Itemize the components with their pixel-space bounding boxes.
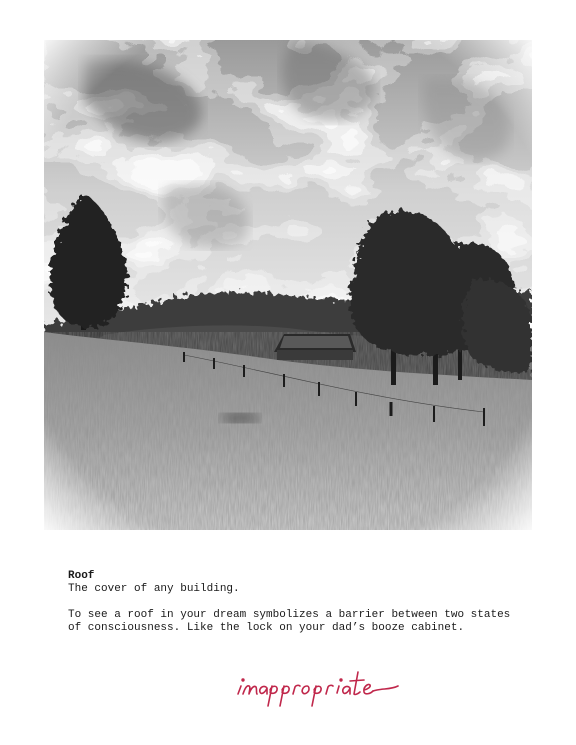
entry-definition: The cover of any building. — [68, 583, 240, 595]
entry-term: Roof — [68, 570, 95, 582]
entry-body: To see a roof in your dream symbolizes a barrier between two states of consciousness. Like the lock on your dad’s booze cabinet. — [68, 609, 511, 634]
dream-dictionary-entry — [68, 570, 528, 635]
handwritten-signature — [234, 664, 404, 708]
landscape-photo — [44, 40, 532, 530]
